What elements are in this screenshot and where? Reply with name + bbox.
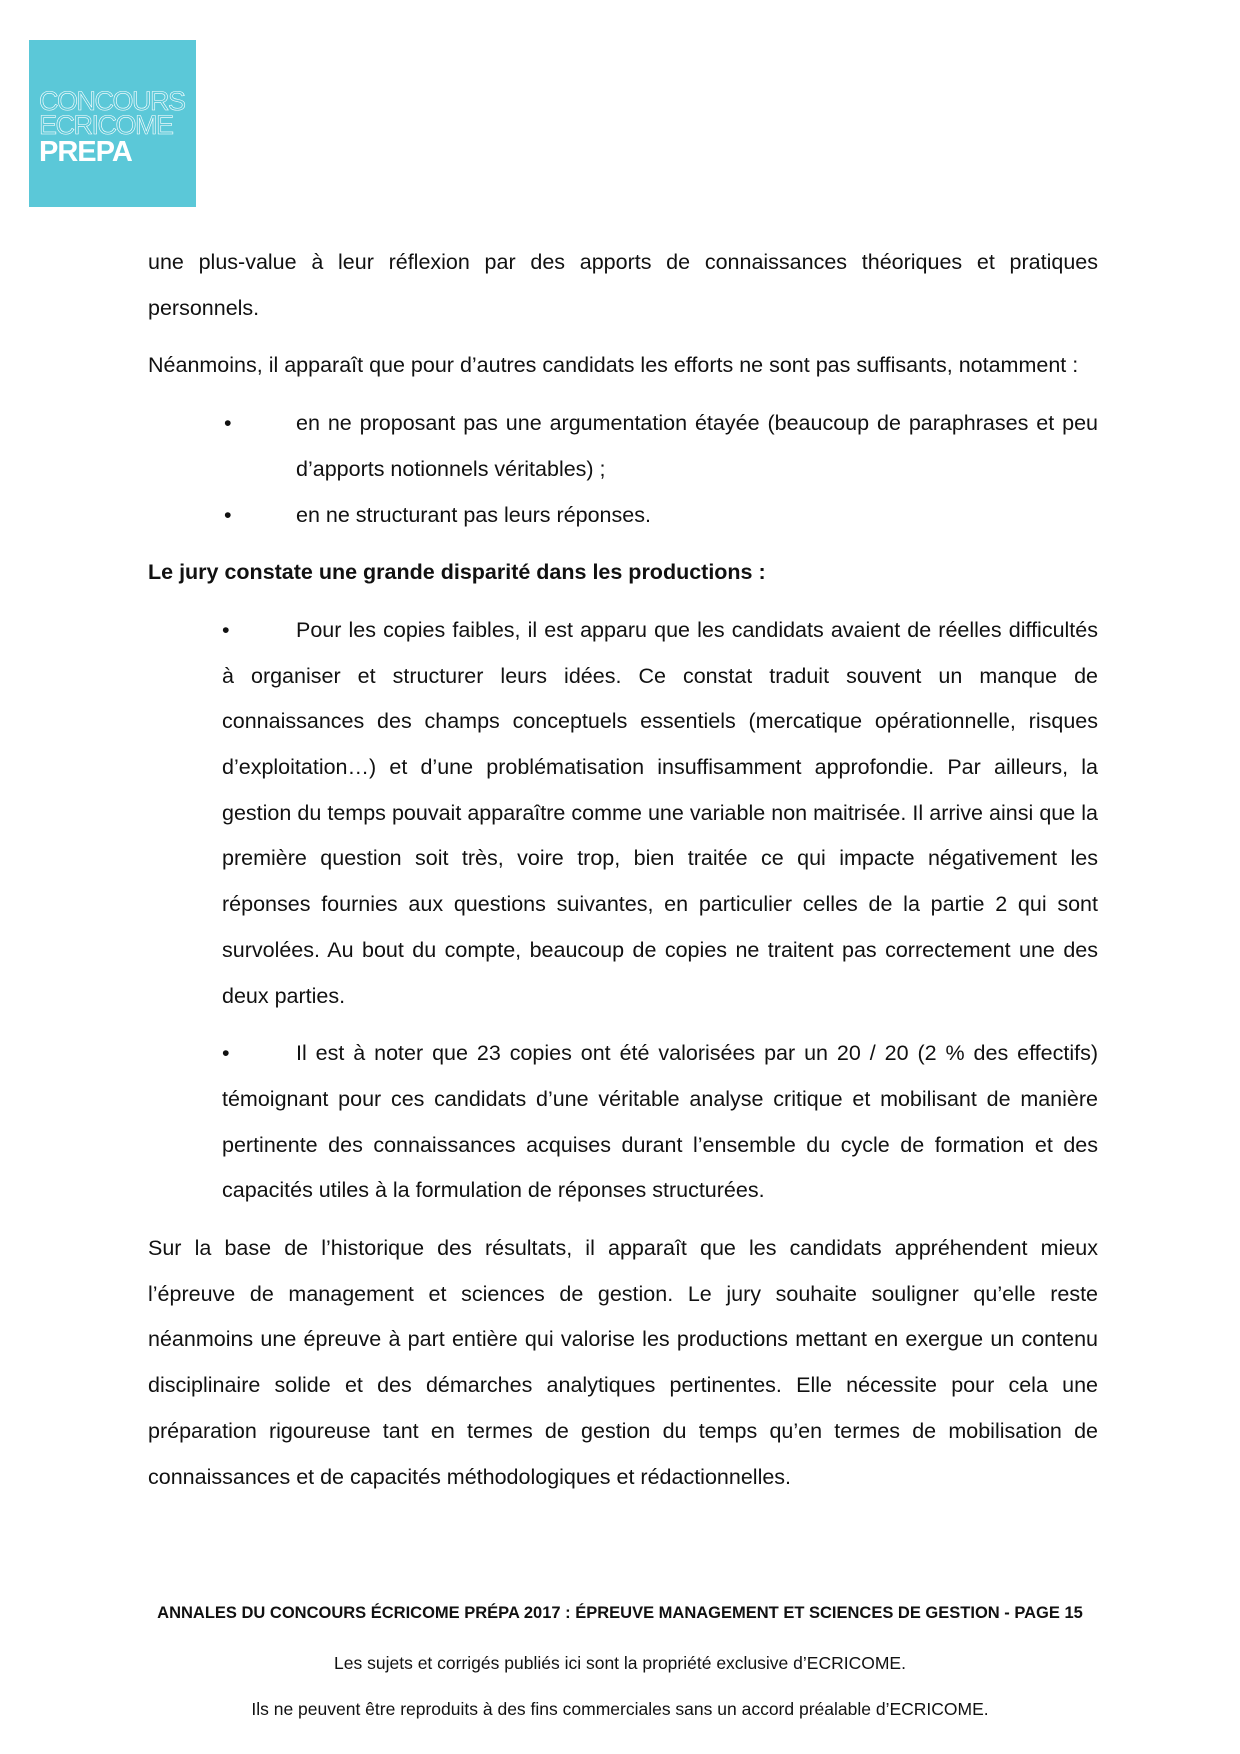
bullet-icon: • [222, 617, 230, 642]
list-item-text: en ne proposant pas une argumentation étayée (beaucoup de paraphrases et peu d’apports notionnels véritables) ; [296, 411, 1098, 481]
footer-copyright-line: Les sujets et corrigés publiés ici sont la propriété exclusive d’ECRICOME. [334, 1653, 906, 1673]
paragraph-neanmoins: Néanmoins, il apparaît que pour d’autres candidats les efforts ne sont pas suffisants, notamment : [148, 353, 1079, 378]
paragraph-conclusion: Sur la base de l’historique des résultats, il apparaît que les candidats appréhendent mieux l’épreuve de management et sciences de gestion. Le jury souhaite souligner qu’elle reste néanmoins une épreuve à part entière qui valorise les productions mettant en exergue un contenu disciplinaire solide et des démarches analytiques pertinentes. Elle nécessite pour cela une préparation rigoureuse tant en termes de gestion du temps qu’en termes de mobilisation de connaissances et de capacités méthodologiques et rédactionnelles. [148, 1236, 1098, 1489]
bullet-icon: • [224, 411, 232, 436]
list-item [148, 493, 1098, 539]
list-item [148, 1031, 1098, 1214]
paragraph-intro: une plus-value à leur réflexion par des apports de connaissances théoriques et pratiques personnels. [148, 250, 1098, 320]
bullet-icon: • [224, 502, 232, 527]
list-item-text: Il est à noter que 23 copies ont été valorisées par un 20 / 20 (2 % des effectifs) témoignant pour ces candidats d’une véritable analyse critique et mobilisant de manière pertinente des connaissances acquises durant l’ensemble du cycle de formation et des capacités utiles à la formulation de réponses structurées. [222, 1041, 1098, 1203]
footer-reproduction-line: Ils ne peuvent être reproduits à des fins commerciales sans un accord préalable d’ECRICOME. [251, 1699, 989, 1719]
productions-list [148, 608, 1098, 1214]
logo-line-ecricome: ECRICOME [39, 110, 173, 140]
list-item-text: en ne structurant pas leurs réponses. [296, 502, 651, 527]
list-item [148, 608, 1098, 1019]
document-body [148, 240, 1098, 1512]
section-heading: Le jury constate une grande disparité dans les productions : [148, 560, 766, 585]
list-item [148, 401, 1098, 492]
concours-ecricome-prepa-logo [29, 40, 196, 207]
bullet-icon: • [222, 1041, 230, 1066]
insufficient-efforts-list [148, 401, 1098, 538]
list-item-text: Pour les copies faibles, il est apparu que les candidats avaient de réelles difficultés à organiser et structurer leurs idées. Ce constat traduit souvent un manque de connaissances des champs conceptuels essentiels (mercatique opérationnelle, risques d’exploitation…) et d’une problématisation insuffisamment approfondie. Par ailleurs, la gestion du temps pouvait apparaître comme une variable non maitrisée. Il arrive ainsi que la première question soit très, voire trop, bien traitée ce qui impacte négativement les réponses fournies aux questions suivantes, en particulier celles de la partie 2 qui sont survolées. Au bout du compte, beaucoup de copies ne traitent pas correctement une des deux parties. [222, 617, 1098, 1008]
footer-title: ANNALES DU CONCOURS ÉCRICOME PRÉPA 2017 : ÉPREUVE MANAGEMENT ET SCIENCES DE GESTION - PAGE 15 [157, 1604, 1083, 1622]
logo-line-prepa: PREPA [39, 136, 132, 168]
logo-line-concours: CONCOURS [39, 86, 185, 116]
